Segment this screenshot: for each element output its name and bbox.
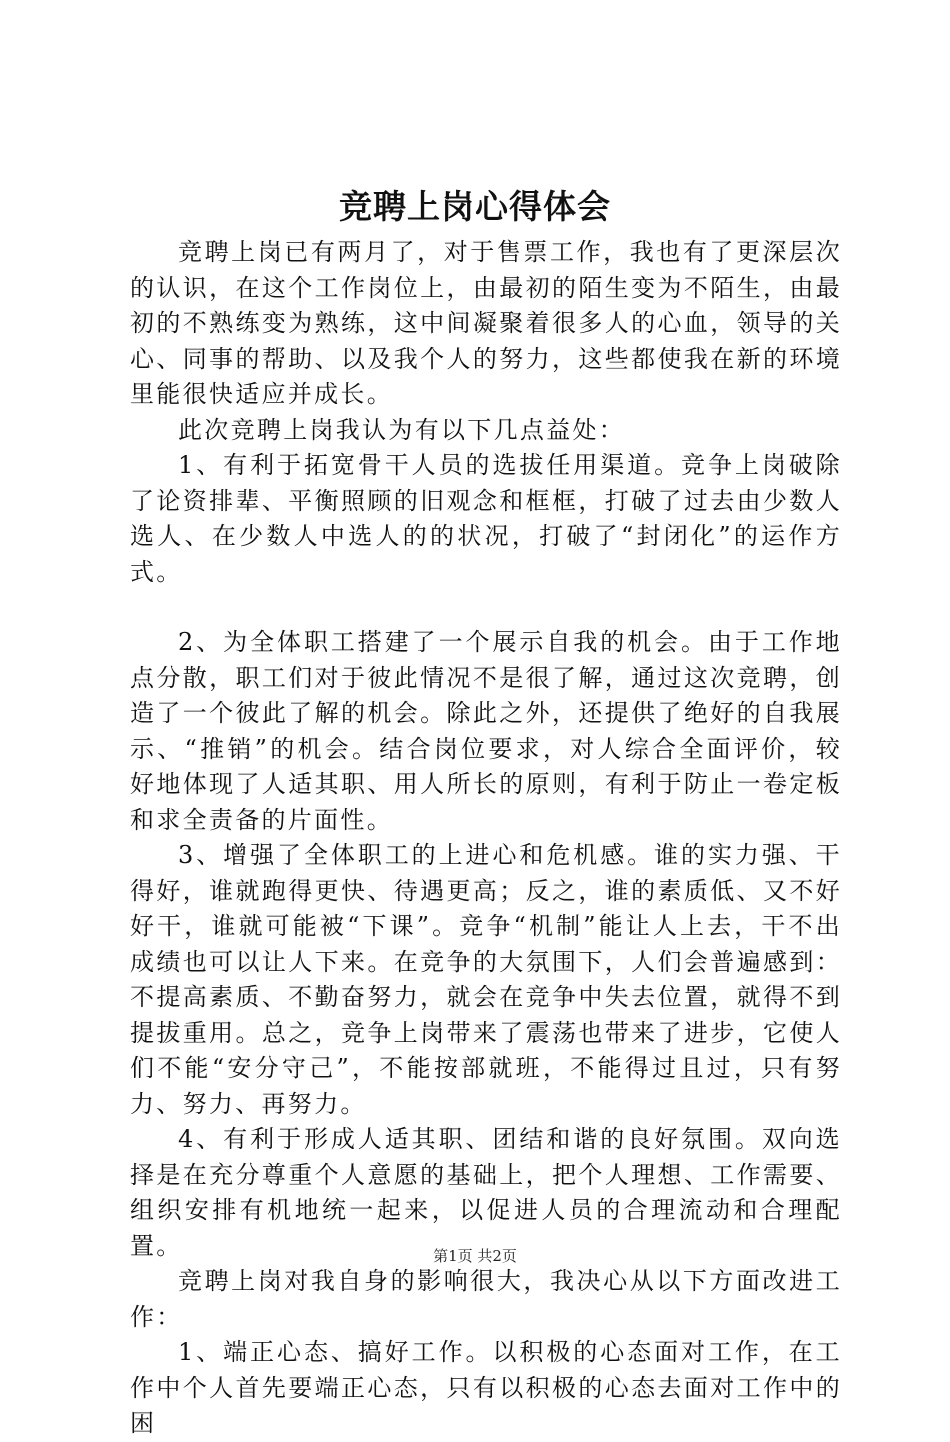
paragraph-benefit-2: 2、为全体职工搭建了一个展示自我的机会。由于工作地点分散，职工们对于彼此情况不是很了解，通过这次竞聘，创造了一个彼此了解的机会。除此之外，还提供了绝好的自我展示、“推销”的机会。结合岗位要求，对人综合全面评价，较好地体现了人适其职、用人所长的原则，有利于防止一卷定板和求全责备的片面性。 [130,628,842,834]
paragraph-improvement-heading: 竞聘上岗对我自身的影响很大，我决心从以下方面改进工作： [130,1267,842,1331]
paragraph-intro: 竞聘上岗已有两月了，对于售票工作，我也有了更深层次的认识，在这个工作岗位上，由最初的陌生变为不陌生，由最初的不熟练变为熟练，这中间凝聚着很多人的心血，领导的关心、同事的帮助、以及我个人的努力，这些都使我在新的环境里能很快适应并成长。 [130,238,842,408]
paragraph-benefit-4: 4、有利于形成人适其职、团结和谐的良好氛围。双向选择是在充分尊重个人意愿的基础上，把个人理想、工作需要、组织安排有机地统一起来，以促进人员的合理流动和合理配置。 [130,1125,842,1260]
document-title: 竞聘上岗心得体会 [339,187,611,226]
paragraph-improvement-1: 1、端正心态、搞好工作。以积极的心态面对工作，在工作中个人首先要端正心态，只有以积极的心态去面对工作中的困 [130,1338,842,1437]
paragraph-benefit-1: 1、有利于拓宽骨干人员的选拔任用渠道。竞争上岗破除了论资排辈、平衡照顾的旧观念和框框，打破了过去由少数人选人、在少数人中选人的的状况，打破了“封闭化”的运作方式。 [130,451,842,586]
page-footer: 第1页 共2页 [433,1247,517,1265]
paragraph-benefits-heading: 此次竞聘上岗我认为有以下几点益处： [178,415,626,444]
paragraph-benefit-3: 3、增强了全体职工的上进心和危机感。谁的实力强、干得好，谁就跑得更快、待遇更高；反之，谁的素质低、又不好好干，谁就可能被“下课”。竞争“机制”能让人上去，干不出成绩也可以让人下来。在竞争的大氛围下，人们会普遍感到：不提高素质、不勤奋努力，就会在竞争中失去位置，就得不到提拔重用。总之，竞争上岗带来了震荡也带来了进步，它使人们不能“安分守己”，不能按部就班，不能得过且过，只有努力、努力、再努力。 [130,841,842,1118]
